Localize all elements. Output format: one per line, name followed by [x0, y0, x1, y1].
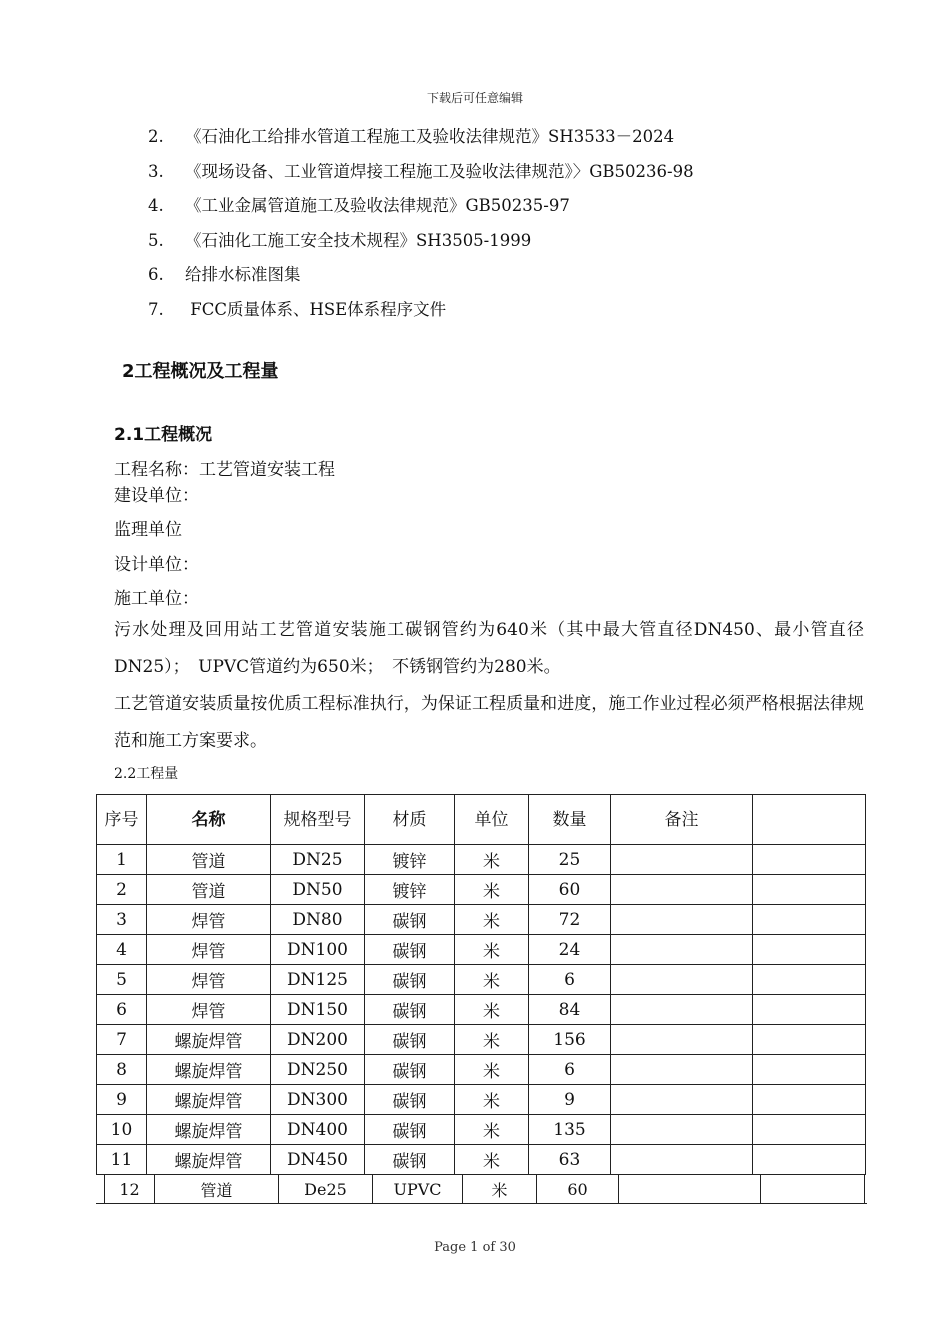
table-cell: 螺旋焊管 [147, 1115, 271, 1145]
table-cell: 碳钢 [365, 935, 455, 965]
section-2-2-heading: 2.2工程量 [114, 766, 179, 782]
table-cell [611, 1085, 753, 1115]
table-cell [753, 875, 866, 905]
table-cell [611, 1115, 753, 1145]
table-cell: 7 [97, 1025, 147, 1055]
reference-number: 7. [148, 299, 164, 319]
page-footer: Page 1 of 30 [434, 1240, 516, 1255]
table-cell: 4 [97, 935, 147, 965]
table-cell: 1 [97, 845, 147, 875]
header-cell: 规格型号 [271, 795, 365, 845]
table-cell: 3 [97, 905, 147, 935]
table-cell [753, 995, 866, 1025]
table-cell: 焊管 [147, 995, 271, 1025]
builder-line: 建设单位： [114, 486, 199, 506]
table-bottom-rule [96, 1203, 867, 1204]
table-cell: 螺旋焊管 [147, 1025, 271, 1055]
reference-number: 6. [148, 265, 164, 284]
supervisor-line: 监理单位 [114, 520, 182, 540]
table-row [97, 905, 866, 935]
table-cell [611, 875, 753, 905]
table-cell: DN80 [271, 905, 365, 935]
quantity-table-continued [104, 1174, 865, 1204]
table-cell [611, 935, 753, 965]
table-cell [611, 845, 753, 875]
table-cell [611, 995, 753, 1025]
table-cell [753, 1145, 866, 1175]
table-cell: 螺旋焊管 [147, 1145, 271, 1175]
table-cell: 135 [529, 1115, 611, 1145]
reference-text: 《现场设备、工业管道焊接工程施工及验收法律规范》〉GB50236-98 [185, 161, 694, 181]
header-cell [753, 795, 866, 845]
overview-paragraph-1: 污水处理及回用站工艺管道安装施工碳钢管约为640米（其中最大管直径DN450、最小管直径DN25）； UPVC管道约为650米； 不锈钢管约为280米。 [114, 620, 864, 677]
reference-list [148, 124, 694, 331]
reference-text: 《工业金属管道施工及验收法律规范》GB50235-97 [185, 196, 570, 215]
table-row [97, 875, 866, 905]
reference-text: FCC质量体系、HSE体系程序文件 [185, 299, 447, 319]
table-cell [753, 845, 866, 875]
table-cell [611, 1025, 753, 1055]
table-cell: DN400 [271, 1115, 365, 1145]
table-cell: 米 [455, 1085, 529, 1115]
table-cell: 米 [455, 905, 529, 935]
table-cell: 镀锌 [365, 875, 455, 905]
table-cell: 米 [455, 965, 529, 995]
table-cell [611, 1055, 753, 1085]
table-cell: 米 [455, 1025, 529, 1055]
table-cell: 米 [455, 845, 529, 875]
table-cell: 60 [529, 875, 611, 905]
table-cell [761, 1175, 865, 1205]
table-cell [611, 905, 753, 935]
table-cell: DN200 [271, 1025, 365, 1055]
table-cell [753, 1085, 866, 1115]
table-row [105, 1175, 865, 1205]
table-cell: DN250 [271, 1055, 365, 1085]
table-row [97, 995, 866, 1025]
table-cell: 焊管 [147, 935, 271, 965]
table-row [97, 845, 866, 875]
reference-text: 《石油化工给排水管道工程施工及验收法律规范》SH3533－2024 [185, 127, 675, 146]
table-cell: 管道 [147, 845, 271, 875]
table-cell: 米 [455, 875, 529, 905]
header-cell: 材质 [365, 795, 455, 845]
table-header-row [97, 795, 866, 845]
reference-item [148, 124, 694, 159]
reference-number: 3. [148, 161, 164, 181]
table-cell: 10 [97, 1115, 147, 1145]
table-cell: 碳钢 [365, 965, 455, 995]
table-cell: 米 [455, 1115, 529, 1145]
table-row [97, 965, 866, 995]
header-cell: 单位 [455, 795, 529, 845]
table-row [97, 935, 866, 965]
table-cell: 碳钢 [365, 995, 455, 1025]
page-header: 下载后可任意编辑 [426, 91, 523, 105]
reference-item [148, 159, 694, 194]
table-row [97, 1025, 866, 1055]
table-cell [753, 1055, 866, 1085]
table-cell: DN25 [271, 845, 365, 875]
table-cell: 84 [529, 995, 611, 1025]
table-cell: 6 [529, 1055, 611, 1085]
table-cell: DN300 [271, 1085, 365, 1115]
table-cell: 碳钢 [365, 1025, 455, 1055]
header-cell: 序号 [97, 795, 147, 845]
table-cell: 24 [529, 935, 611, 965]
reference-text: 《石油化工施工安全技术规程》SH3505-1999 [185, 230, 532, 250]
reference-text: 给排水标准图集 [185, 265, 301, 284]
table-row [97, 1085, 866, 1115]
table-cell: DN125 [271, 965, 365, 995]
section-2-heading: 2工程概况及工程量 [122, 361, 279, 382]
table-cell: 碳钢 [365, 1145, 455, 1175]
reference-number: 4. [148, 196, 164, 215]
header-cell: 备注 [611, 795, 753, 845]
table-cell: 63 [529, 1145, 611, 1175]
table-cell [753, 1025, 866, 1055]
table-cell [611, 965, 753, 995]
table-cell: 60 [537, 1175, 619, 1205]
table-cell [611, 1145, 753, 1175]
project-name: 工程名称：工艺管道安装工程 [114, 460, 335, 480]
table-cell: 碳钢 [365, 1055, 455, 1085]
quantity-table [96, 794, 866, 1175]
reference-item [148, 262, 694, 297]
table-cell: DN150 [271, 995, 365, 1025]
table-cell: 9 [529, 1085, 611, 1115]
section-2-1-heading: 2.1工程概况 [114, 425, 213, 445]
reference-item [148, 228, 694, 263]
table-cell: 米 [455, 1145, 529, 1175]
table-cell: 11 [97, 1145, 147, 1175]
header-cell: 名称 [147, 795, 271, 845]
table-cell: 25 [529, 845, 611, 875]
table-cell [753, 905, 866, 935]
table-row [97, 1145, 866, 1175]
header-cell: 数量 [529, 795, 611, 845]
table-cell: 米 [455, 1055, 529, 1085]
table-cell: 碳钢 [365, 1085, 455, 1115]
table-cell: 2 [97, 875, 147, 905]
table-cell: DN450 [271, 1145, 365, 1175]
table-cell: 焊管 [147, 905, 271, 935]
table-cell [753, 935, 866, 965]
table-cell: 米 [463, 1175, 537, 1205]
table-cell: 9 [97, 1085, 147, 1115]
table-cell: 米 [455, 935, 529, 965]
table-cell: 焊管 [147, 965, 271, 995]
table-cell: 镀锌 [365, 845, 455, 875]
table-cell: 6 [529, 965, 611, 995]
table-cell: 螺旋焊管 [147, 1055, 271, 1085]
reference-item [148, 297, 694, 332]
reference-number: 5. [148, 230, 164, 250]
reference-number: 2. [148, 127, 164, 146]
table-cell: 12 [105, 1175, 155, 1205]
table-cell: 螺旋焊管 [147, 1085, 271, 1115]
overview-paragraph-2: 工艺管道安装质量按优质工程标准执行，为保证工程质量和进度，施工作业过程必须严格根据法律规范和施工方案要求。 [114, 694, 864, 751]
table-cell: 156 [529, 1025, 611, 1055]
table-cell [753, 965, 866, 995]
table-cell: 管道 [147, 875, 271, 905]
table-cell: 6 [97, 995, 147, 1025]
table-cell [619, 1175, 761, 1205]
table-cell: 管道 [155, 1175, 279, 1205]
table-cell: 米 [455, 995, 529, 1025]
table-cell: 5 [97, 965, 147, 995]
table-cell: 碳钢 [365, 905, 455, 935]
table-cell: UPVC [373, 1175, 463, 1205]
designer-line: 设计单位： [114, 555, 199, 575]
table-row [97, 1055, 866, 1085]
constructor-line: 施工单位： [114, 589, 199, 609]
table-cell: 72 [529, 905, 611, 935]
table-cell [753, 1115, 866, 1145]
table-cell: 8 [97, 1055, 147, 1085]
table-cell: DN50 [271, 875, 365, 905]
reference-item [148, 193, 694, 228]
table-cell: DN100 [271, 935, 365, 965]
table-cell: De25 [279, 1175, 373, 1205]
table-cell: 碳钢 [365, 1115, 455, 1145]
table-row [97, 1115, 866, 1145]
